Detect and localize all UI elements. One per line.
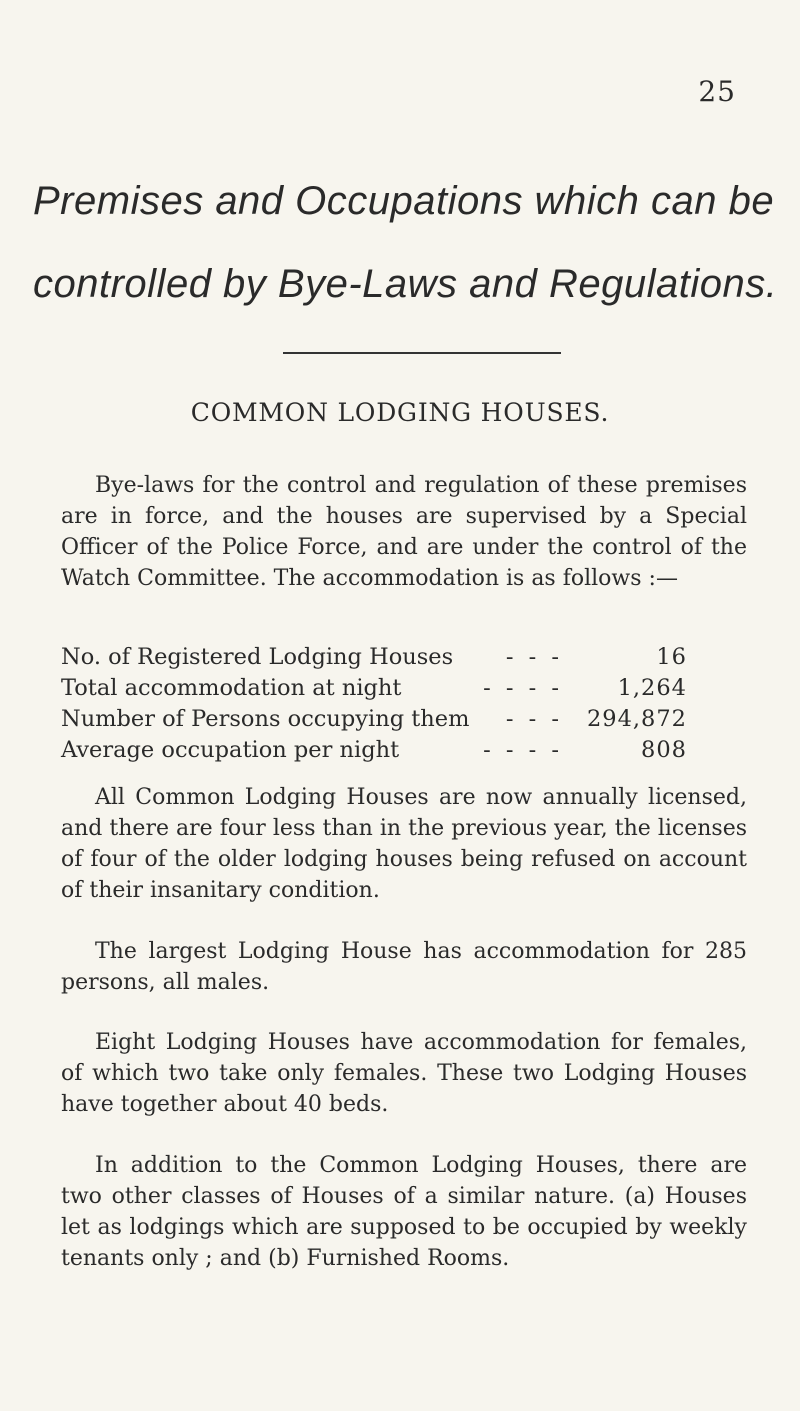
class-a-text: Houses let as lodgings which are supposed to be occupied by weekly tenants only ;	[61, 1184, 747, 1271]
page-title-line-2: controlled by Bye-Laws and Regulations.	[33, 262, 778, 306]
marker-a: (a)	[624, 1184, 656, 1209]
stat-value: 16	[656, 644, 687, 670]
stat-value: 1,264	[617, 675, 687, 701]
stat-leader: - - - -	[483, 737, 563, 763]
stat-label: Average occupation per night	[61, 737, 400, 763]
other-classes-paragraph	[61, 1150, 747, 1274]
stat-label: No. of Registered Lodging Houses	[61, 644, 454, 670]
conjunction: and	[219, 1246, 262, 1271]
stat-leader: - - -	[505, 644, 563, 670]
stat-label: Number of Persons occupying them	[61, 706, 470, 732]
stat-row-registered-houses	[61, 642, 687, 673]
largest-house-paragraph: The largest Lodging House has accommodation for 285 persons, all males.	[61, 939, 747, 995]
stat-label: Total accommodation at night	[61, 675, 402, 701]
stat-row-persons-occupying	[61, 704, 687, 735]
stat-value: 294,872	[586, 706, 687, 732]
title-divider	[283, 352, 561, 354]
section-heading: COMMON LODGING HOUSES.	[190, 398, 610, 427]
page-title	[33, 160, 778, 326]
stat-leader: - - - -	[483, 675, 563, 701]
page-title-line-1: Premises and Occupations which can be	[33, 179, 775, 223]
stat-value: 808	[641, 737, 687, 763]
stat-row-average-occupation	[61, 735, 687, 766]
female-accommodation-paragraph: Eight Lodging Houses have accommodation for females, of which two take only females. These two Lodging Houses have together about 40 beds.	[61, 1030, 747, 1117]
stat-row-total-accommodation	[61, 673, 687, 704]
statistics-list	[61, 642, 687, 766]
class-b-text: Furnished Rooms.	[306, 1246, 510, 1271]
licensing-paragraph: All Common Lodging Houses are now annually licensed, and there are four less than in the previous year, the licenses of four of the older lodging houses being refused on account of their insanitary condition.	[61, 785, 747, 903]
other-classes-sentence: In addition to the Common Lodging Houses, there are two other classes of Houses of a similar nature.	[61, 1153, 747, 1209]
page-number: 25	[698, 75, 736, 108]
intro-paragraph: Bye-laws for the control and regulation of these premises are in force, and the houses are supervised by a Special Officer of the Police Force, and are under the control of the Watch Committee. The accommodation is as follows :—	[61, 473, 747, 591]
stat-leader: - - -	[505, 706, 563, 732]
marker-b: (b)	[268, 1246, 300, 1271]
